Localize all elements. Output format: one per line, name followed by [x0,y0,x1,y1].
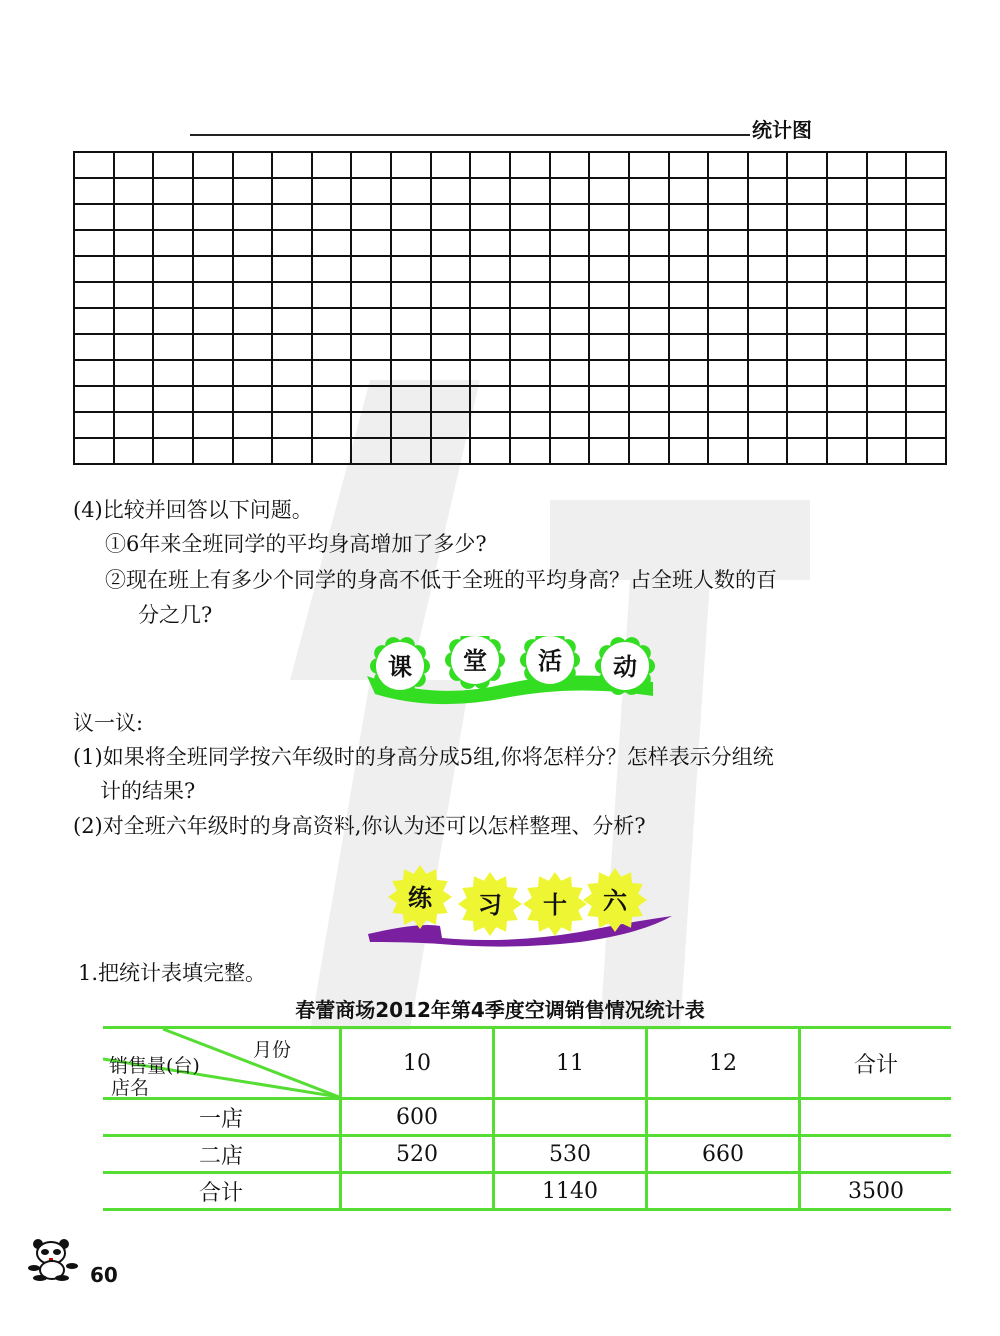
blank-chart-grid[interactable] [73,151,947,465]
banner-char: 堂 [463,647,487,675]
banner-char: 活 [538,647,562,675]
table-row [103,1136,951,1173]
banner-char: 十 [543,891,567,919]
exercise1-instruction: 1.把统计表填完整。 [78,961,267,985]
table-row [103,1099,951,1136]
question4-heading: (4)比较并回答以下问题。 [73,498,313,522]
banner-char: 习 [478,891,502,919]
banner-badge [595,637,655,695]
question4-item-2-cont: 分之几? [138,603,213,627]
table-cell: 600 [341,1099,494,1136]
exercise-banner [360,864,680,954]
table-cell-blank[interactable] [647,1173,800,1210]
header-sales-label: 销售量(台) [109,1055,200,1077]
banner-char: 练 [408,884,432,912]
table-cell-blank[interactable] [647,1099,800,1136]
column-header: 11 [494,1028,647,1099]
column-header: 合计 [800,1028,952,1099]
page-number: 60 [90,1263,118,1287]
table-row [103,1173,951,1210]
table-cell: 530 [494,1136,647,1173]
grid-lines [73,151,947,465]
diagonal-header-cell [103,1028,341,1099]
sales-table [103,1026,951,1211]
sales-table-container [103,1026,951,1211]
discussion-item-1: (1)如果将全班同学按六年级时的身高分成5组,你将怎样分？怎样表示分组统 [73,745,774,769]
banner-char: 动 [613,653,637,681]
table-cell: 3500 [800,1173,952,1210]
table-title: 春蕾商场2012年第4季度空调销售情况统计表 [295,998,705,1022]
discussion-item-1-cont: 计的结果? [100,779,196,803]
discussion-heading: 议一议: [73,711,144,735]
header-month-label: 月份 [253,1039,292,1061]
table-cell-blank[interactable] [341,1173,494,1210]
row-header: 二店 [103,1136,341,1173]
row-header: 一店 [103,1099,341,1136]
banner-badge [370,637,430,695]
banner-char: 课 [388,653,412,681]
class-activity-banner [355,636,665,706]
chart-title-suffix: 统计图 [752,118,812,142]
column-header: 12 [647,1028,800,1099]
discussion-item-2: (2)对全班六年级时的身高资料,你认为还可以怎样整理、分析? [73,814,646,838]
banner-badge [445,636,505,689]
panda-icon [28,1236,78,1282]
table-cell-blank[interactable] [800,1136,952,1173]
chart-title-blank[interactable] [190,134,750,136]
table-cell-blank[interactable] [494,1099,647,1136]
question4-item-1: ①6年来全班同学的平均身高增加了多少? [105,532,487,556]
table-header-row [103,1028,951,1099]
row-header: 合计 [103,1173,341,1210]
table-cell-blank[interactable] [800,1099,952,1136]
table-cell: 660 [647,1136,800,1173]
column-header: 10 [341,1028,494,1099]
question4-item-2: ②现在班上有多少个同学的身高不低于全班的平均身高？占全班人数的百 [105,568,777,592]
banner-char: 六 [603,887,627,915]
table-cell: 520 [341,1136,494,1173]
table-cell: 1140 [494,1173,647,1210]
header-store-label: 店名 [111,1077,150,1099]
